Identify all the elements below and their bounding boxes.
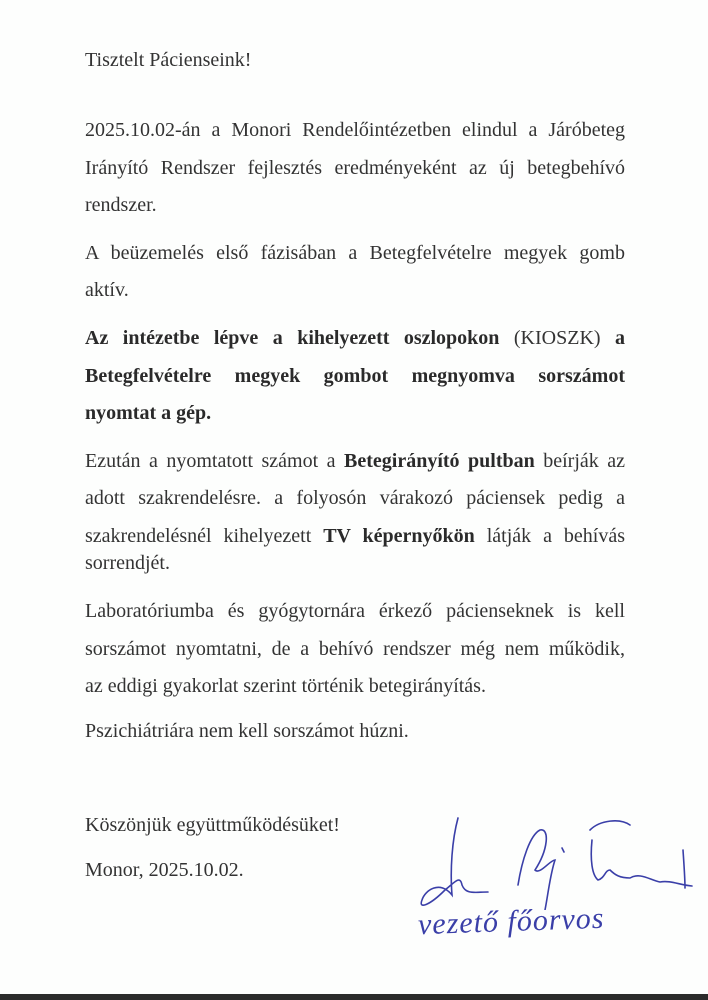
bold-text: Betegfelvételre megyek gombot megnyomva sorszámot [85,365,625,387]
paragraph-1-line: 2025.10.02-án a Monori Rendelőintézetben elindul a Járóbeteg [85,119,625,141]
text: Ezután a nyomtatott számot a [85,450,345,472]
paragraph-4-line: sorrendjét. [85,552,170,574]
bold-text: Az intézetbe lépve a kihelyezett oszlopokon [85,327,500,349]
text: beírják az [534,450,625,472]
paragraph-1-line: rendszer. [85,194,157,216]
bold-text: a [615,327,625,349]
paragraph-5-line: sorszámot nyomtatni, de a behívó rendszer még nem működik, [85,638,625,660]
greeting: Tisztelt Pácienseink! [85,49,252,71]
signature-title: vezető főorvos [417,901,605,942]
paragraph-2-line: aktív. [85,279,129,301]
text: (KIOSZK) [499,327,615,349]
scan-edge [0,994,708,1000]
paragraph-3-line [85,326,625,350]
paragraph-4-line: adott szakrendelésre. a folyosón várakozó páciensek pedig a [85,487,625,509]
paragraph-3-line [85,401,625,425]
bold-text: Betegirányító pultban [344,450,535,472]
paragraph-5-line: Laboratóriumba és gyógytornára érkező pácienseknek is kell [85,600,625,622]
place-date: Monor, 2025.10.02. [85,859,244,881]
paragraph-2-line: A beüzemelés első fázisában a Betegfelvételre megyek gomb [85,242,625,264]
paragraph-4-line [85,524,625,548]
signature-image [400,800,708,910]
paragraph-1-line: Irányító Rendszer fejlesztés eredményeként az új betegbehívó [85,157,625,179]
bold-text: TV képernyőkön [323,525,475,547]
text: látják a behívás [474,525,625,547]
closing: Köszönjük együttműködésüket! [85,814,340,836]
paragraph-4-line [85,449,625,473]
paragraph-3-line [85,364,625,388]
bold-text: nyomtat a gép. [85,402,212,424]
paragraph-6: Pszichiátriára nem kell sorszámot húzni. [85,720,409,742]
text: szakrendelésnél kihelyezett [85,525,324,547]
paragraph-5-line: az eddigi gyakorlat szerint történik betegirányítás. [85,675,486,697]
